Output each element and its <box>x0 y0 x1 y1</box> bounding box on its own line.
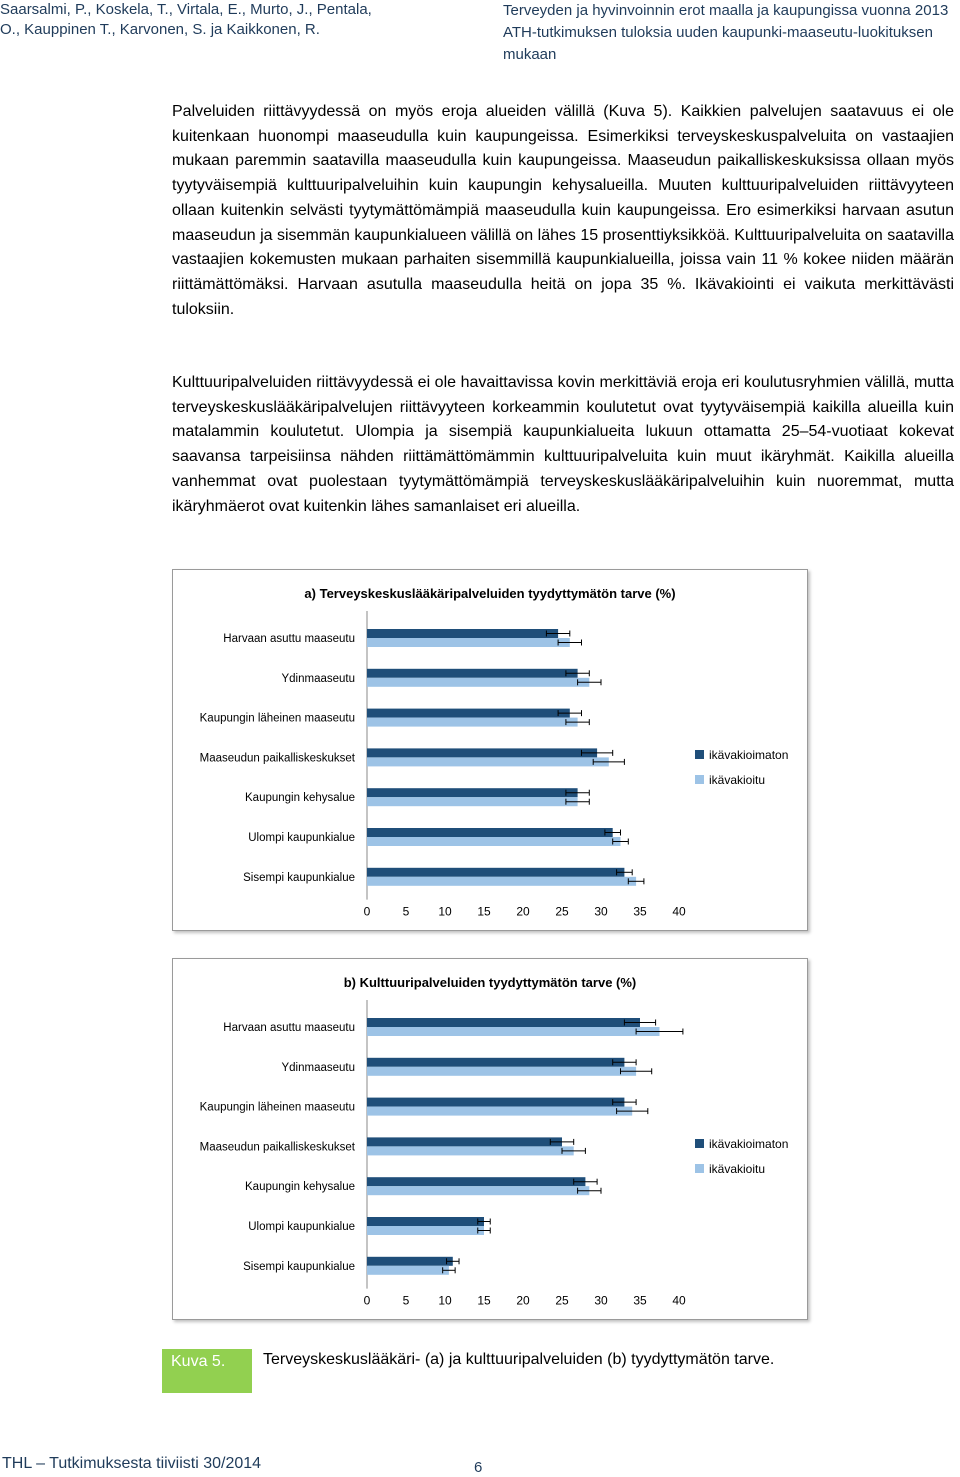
chart-a-legend-swatch <box>695 775 704 784</box>
figure-label: Kuva 5. <box>162 1349 252 1393</box>
chart-a-bar <box>367 837 621 846</box>
chart-a-bar <box>367 718 578 727</box>
chart-a-bar <box>367 638 570 647</box>
chart-a-xtick-label: 40 <box>672 904 686 919</box>
chart-a-category-label: Kaupungin läheinen maaseutu <box>199 712 355 725</box>
chart-a-bar <box>367 678 589 687</box>
chart-b-bar <box>367 1018 640 1027</box>
chart-a-legend-label: ikävakioimaton <box>709 748 789 762</box>
chart-a-category-label: Ydinmaaseutu <box>281 672 355 685</box>
header-title: Terveyden ja hyvinvoinnin erot maalla ja kaupungissa vuonna 2013 ATH-tutkimuksen tuloksia uuden kaupunki-maaseutu-luokituksen mukaan <box>503 2 949 63</box>
chart-b-category-label: Ydinmaaseutu <box>281 1061 355 1074</box>
chart-b-xtick-label: 30 <box>594 1293 608 1308</box>
chart-b-xtick-label: 20 <box>516 1293 530 1308</box>
chart-b-legend-swatch <box>695 1164 704 1173</box>
chart-b-bar <box>367 1257 453 1266</box>
chart-b-category-label: Maaseudun paikalliskeskukset <box>199 1141 355 1154</box>
chart-a-bar <box>367 629 558 638</box>
chart-b-category-label: Sisempi kaupunkialue <box>243 1260 355 1273</box>
chart-a-legend-label: ikävakioitu <box>709 773 766 787</box>
chart-a-bar <box>367 757 609 766</box>
chart-a-bar <box>367 788 578 797</box>
chart-a-bar <box>367 709 570 718</box>
chart-b-svg <box>173 959 807 1319</box>
chart-b-xtick-label: 40 <box>672 1293 686 1308</box>
chart-a-xtick-label: 5 <box>402 904 410 919</box>
chart-b-xtick-label: 5 <box>402 1293 410 1308</box>
footer-publication: THL – Tutkimuksesta tiiviisti 30/2014 <box>2 1455 262 1472</box>
chart-a-xtick-label: 20 <box>516 904 530 919</box>
chart-a-bar <box>367 877 636 886</box>
chart-b-bar <box>367 1177 585 1186</box>
chart-b-bar <box>367 1217 484 1226</box>
chart-a-category-label: Harvaan asuttu maaseutu <box>223 633 355 645</box>
chart-a-legend-swatch <box>695 750 704 759</box>
chart-a-xtick-label: 25 <box>555 904 569 919</box>
chart-b-category-label: Harvaan asuttu maaseutu <box>223 1022 355 1034</box>
chart-a-xtick-label: 15 <box>477 904 491 919</box>
header-authors: Saarsalmi, P., Koskela, T., Virtala, E., Murto, J., Pentala, O., Kauppinen T., Karvonen, S. ja Kaikkonen, R. <box>0 1 372 38</box>
chart-a-title: a) Terveyskeskuslääkäripalveluiden tyydyttymätön tarve (%) <box>304 586 676 601</box>
chart-a-bar <box>367 797 578 806</box>
chart-a-xtick-label: 35 <box>633 904 647 919</box>
chart-b-legend-label: ikävakioimaton <box>709 1137 789 1151</box>
chart-b-bar <box>367 1137 562 1146</box>
chart-a-bar <box>367 868 624 877</box>
chart-a-category-label: Maaseudun paikalliskeskukset <box>199 752 355 765</box>
chart-a-xtick-label: 30 <box>594 904 608 919</box>
chart-a-bar <box>367 828 613 837</box>
chart-b-bar <box>367 1058 624 1067</box>
chart-a-svg <box>173 570 807 930</box>
chart-b-bar <box>367 1107 632 1116</box>
figure-caption: Terveyskeskuslääkäri- (a) ja kulttuuripalveluiden (b) tyydyttymätön tarve. <box>263 1351 775 1368</box>
chart-b-legend-label: ikävakioitu <box>709 1162 766 1176</box>
chart-b-xtick-label: 10 <box>438 1293 452 1308</box>
chart-a-xtick-label: 10 <box>438 904 452 919</box>
chart-b-legend-swatch <box>695 1139 704 1148</box>
chart-b-bar <box>367 1067 636 1076</box>
chart-b-culture <box>172 958 808 1320</box>
chart-b-bar <box>367 1146 574 1155</box>
chart-b-bar <box>367 1266 449 1275</box>
chart-a-xtick-label: 0 <box>363 904 371 919</box>
chart-b-bar <box>367 1027 660 1036</box>
chart-b-title: b) Kulttuuripalveluiden tyydyttymätön tarve (%) <box>343 975 637 990</box>
chart-a-bar <box>367 669 578 678</box>
chart-b-category-label: Kaupungin kehysalue <box>245 1181 355 1194</box>
chart-b-bar <box>367 1186 589 1195</box>
chart-a-bar <box>367 748 597 757</box>
chart-b-category-label: Ulompi kaupunkialue <box>248 1221 355 1233</box>
chart-b-xtick-label: 0 <box>363 1293 371 1308</box>
chart-b-category-label: Kaupungin läheinen maaseutu <box>199 1101 355 1114</box>
chart-a-category-label: Sisempi kaupunkialue <box>243 871 355 884</box>
chart-a-category-label: Ulompi kaupunkialue <box>248 832 355 844</box>
chart-b-xtick-label: 35 <box>633 1293 647 1308</box>
page-number: 6 <box>474 1459 483 1476</box>
chart-b-bar <box>367 1098 624 1107</box>
chart-b-xtick-label: 15 <box>477 1293 491 1308</box>
paragraph-education-age: Kulttuuripalveluiden riittävyydessä ei ole havaittavissa kovin merkittäviä eroja eri koulutusryhmien välillä, mutta terveyskeskuslääkäripalvelujen riittävyyteen korkeammin koulutetut ovat tyytyväisempiä kaikilla alueilla kuin matalammin koulutetut. Ulompia ja sisempiä kaupunkialueita lukuun ottamatta 25–54-vuotiaat kokevat saavansa tarpeisiinsa nähden riittämättömämmin kulttuuripalveluita kuin muut ikäryhmät. Kaikilla alueilla vanhemmat ovat puolestaan tyytymättömämpiä terveyskeskuslääkäripalveluihin kuin nuoremmat, mutta ikäryhmäerot ovat kuitenkin lähes samanlaiset eri alueilla. <box>172 374 954 515</box>
chart-b-xtick-label: 25 <box>555 1293 569 1308</box>
chart-b-bar <box>367 1226 484 1235</box>
chart-a-category-label: Kaupungin kehysalue <box>245 792 355 805</box>
paragraph-services: Palveluiden riittävyydessä on myös eroja alueiden välillä (Kuva 5). Kaikkien palvelujen saatavuus ei ole kuitenkaan huonompi maaseudulla kuin kaupungeissa. Esimerkiksi terveyskeskuspalveluita on vastaajien mukaan paremmin saatavilla maaseudulla kuin kaupungeissa. Maaseudun paikalliskeskuksissa ollaan myös tyytyväisempiä kulttuuripalveluihin kuin kaupungin kehysalueilla. Muuten kulttuuripalveluiden riittävyyteen ollaan kuitenkin selvästi tyytymättömämpiä maaseudulla kuin kaupungeissa. Ero esimerkiksi harvaan asutun maaseudun ja sisemmän kaupunkialueen välillä on lähes 15 prosenttiyksikköä. Kulttuuripalveluita on saatavilla vastaajien kokemusten mukaan parhaiten sisemmillä kaupunkialueilla, joissa vain 11 % kokee niiden määrän riittämättömäksi. Harvaan asutulla maaseudulla heitä on jopa 35 %. Ikävakiointi ei vaikuta merkittävästi tuloksiin. <box>172 103 954 318</box>
chart-a-health-center <box>172 569 808 931</box>
